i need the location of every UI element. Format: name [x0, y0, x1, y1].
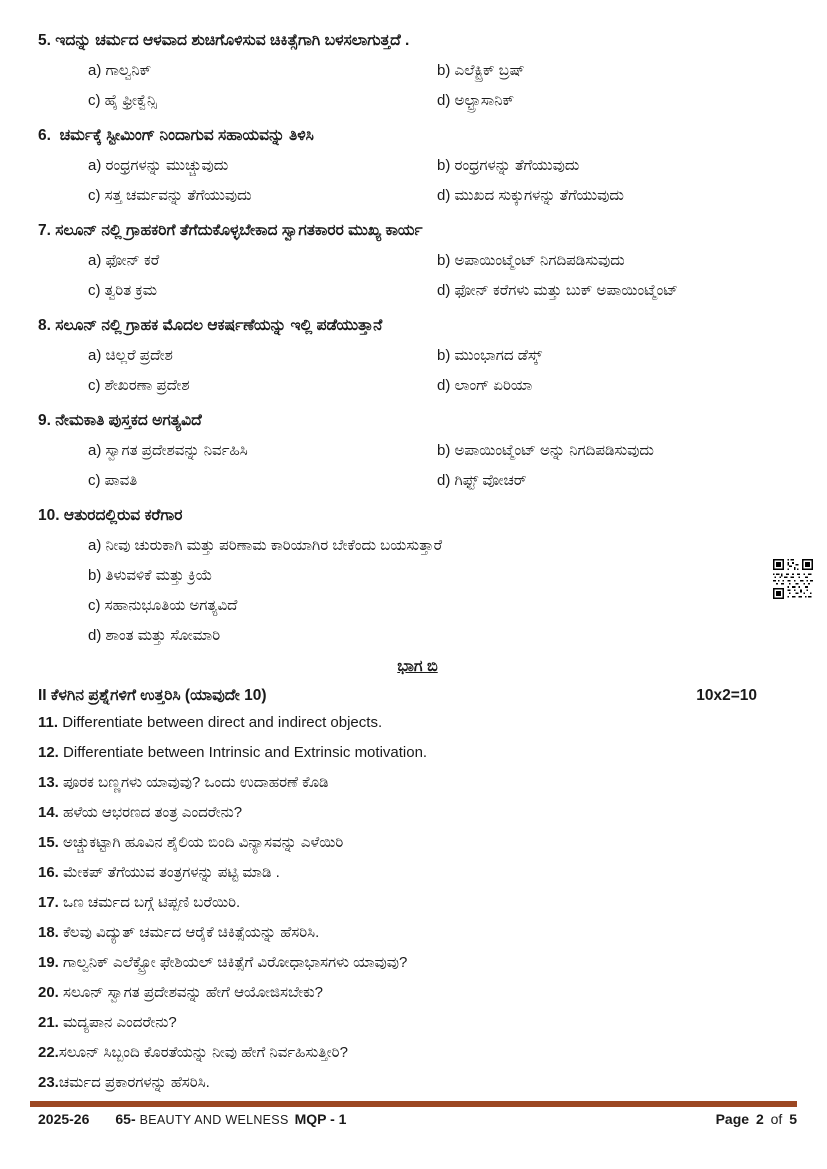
option-b: b) ಮುಂಭಾಗದ ಡೆಸ್ಕ್: [437, 347, 543, 364]
question-23: 23.ಚರ್ಮದ ಪ್ರಕಾರಗಳನ್ನು ಹೆಸರಿಸಿ.: [38, 1074, 210, 1091]
footer-page-total: 5: [789, 1111, 797, 1127]
question-5: [38, 26, 797, 116]
option-c: c) ಹೈ ಫ್ರೀಕ್ವೆನ್ಸಿ: [88, 92, 157, 109]
short-question-list: [38, 708, 797, 1098]
section-2-header: [38, 684, 797, 708]
question-15: 15. ಅಚ್ಚುಕಟ್ಟಾಗಿ ಹೂವಿನ ಶೈಲಿಯ ಬಿಂದಿ ವಿನ್ಯಾಸವನ್ನು ಎಳೆಯಿರಿ: [38, 834, 344, 851]
footer-year: 2025-26: [38, 1111, 90, 1127]
question-6: [38, 121, 797, 211]
options-list: [88, 531, 797, 651]
section-2-instruction: II ಕೆಳಗಿನ ಪ್ರಶ್ನೆಗಳಿಗೆ ಉತ್ತರಿಸಿ (ಯಾವುದೇ 10): [38, 687, 267, 704]
option-b: b) ಅಪಾಯಿಂಟ್ಮೆಂಟ್ ನಿಗದಿಪಡಿಸುವುದು: [437, 252, 625, 269]
question-19: 19. ಗಾಲ್ವನಿಕ್ ಎಲೆಕ್ಟ್ರೋ ಫೇಶಿಯಲ್ ಚಿಕಿತ್ಸೆಗೆ ವಿರೋಧಾಭಾಸಗಳು ಯಾವುವು?: [38, 954, 408, 971]
option-a: a) ಫೋನ್ ಕರೆ: [88, 252, 160, 269]
option-d: d) ಶಾಂತ ಮತ್ತು ಸೋಮಾರಿ: [88, 627, 221, 644]
option-b: b) ಎಲೆಕ್ಟ್ರಿಕ್ ಬ್ರಷ್: [437, 62, 525, 79]
option-c: c) ತ್ವರಿತ ಕ್ರಮ: [88, 282, 157, 299]
question-22: 22.ಸಲೂನ್ ಸಿಬ್ಬಂದಿ ಕೊರತೆಯನ್ನು ನೀವು ಹೇಗೆ ನಿರ್ವಹಿಸುತ್ತೀರಿ?: [38, 1044, 348, 1061]
option-c: c) ಸಹಾನುಭೂತಿಯ ಅಗತ್ಯವಿದೆ: [88, 597, 238, 614]
options-grid: [88, 151, 797, 211]
footer-of-label: of: [770, 1111, 783, 1127]
question-text: 10. ಆತುರದಲ್ಲಿರುವ ಕರೆಗಾರ: [38, 507, 183, 524]
page-footer: [38, 1111, 797, 1127]
question-9: [38, 406, 797, 496]
question-text: 5. ಇದನ್ನು ಚರ್ಮದ ಆಳವಾದ ಶುಚಿಗೊಳಿಸುವ ಚಿಕಿತ್ಸೆಗಾಗಿ ಬಳಸಲಾಗುತ್ತದೆ .: [38, 32, 410, 49]
option-d: d) ಮುಖದ ಸುಕ್ಕುಗಳನ್ನು ತೆಗೆಯುವುದು: [437, 187, 624, 204]
options-grid: [88, 436, 797, 496]
footer-subject-code: 65-: [115, 1111, 136, 1127]
footer-page-indicator: [713, 1111, 797, 1127]
option-a: a) ಗಾಲ್ವನಿಕ್: [88, 62, 152, 79]
question-10: [38, 501, 797, 651]
option-c: c) ಶೇಖರಣಾ ಪ್ರದೇಶ: [88, 377, 190, 394]
option-d: d) ಫೋನ್ ಕರೆಗಳು ಮತ್ತು ಬುಕ್ ಅಪಾಯಿಂಟ್ಮೆಂಟ್: [437, 282, 678, 299]
question-20: 20. ಸಲೂನ್ ಸ್ವಾಗತ ಪ್ರದೇಶವನ್ನು ಹೇಗೆ ಆಯೋಜಿಸಬೇಕು?: [38, 984, 323, 1001]
section-2-marks: 10x2=10: [696, 687, 757, 704]
option-d: d) ಗಿಫ್ಟ್ ವೋಚರ್: [437, 472, 527, 489]
question-21: 21. ಮದ್ಯಪಾನ ಎಂದರೇನು?: [38, 1014, 177, 1031]
footer-rule: [30, 1101, 797, 1107]
option-b: b) ರಂಧ್ರಗಳನ್ನು ತೆಗೆಯುವುದು: [437, 157, 580, 174]
footer-page-label: Page: [715, 1111, 750, 1127]
question-7: [38, 216, 797, 306]
footer-page-number: 2: [755, 1111, 764, 1127]
option-d: d) ಅಲ್ಟ್ರಾಸಾನಿಕ್: [437, 92, 515, 109]
option-b: b) ಅಪಾಯಿಂಟ್ಮೆಂಟ್ ಅನ್ನು ನಿಗದಿಪಡಿಸುವುದು: [437, 442, 654, 459]
option-a: a) ಚಿಲ್ಲರೆ ಪ್ರದೇಶ: [88, 347, 173, 364]
question-17: 17. ಒಣ ಚರ್ಮದ ಬಗ್ಗೆ ಟಿಪ್ಪಣಿ ಬರೆಯಿರಿ.: [38, 894, 241, 911]
option-a: a) ನೀವು ಚುರುಕಾಗಿ ಮತ್ತು ಪರಿಣಾಮ ಕಾರಿಯಾಗಿರ ಬೇಕೆಂದು ಬಯಸುತ್ತಾರೆ: [88, 537, 443, 554]
question-text: 7. ಸಲೂನ್ ನಲ್ಲಿ ಗ್ರಾಹಕರಿಗೆ ತೆಗೆದುಕೊಳ್ಳಬೇಕಾದ ಸ್ವಾಗತಕಾರರ ಮುಖ್ಯ ಕಾರ್ಯ: [38, 222, 423, 239]
option-d: d) ಲಾಂಗ್ ಏರಿಯಾ: [437, 377, 533, 394]
question-16: 16. ಮೇಕಪ್ ತೆಗೆಯುವ ತಂತ್ರಗಳನ್ನು ಪಟ್ಟಿ ಮಾಡಿ .: [38, 864, 280, 881]
question-text: 6. ಚರ್ಮಕ್ಕೆ ಸ್ಟೀಮಿಂಗ್ ನಿಂದಾಗುವ ಸಹಾಯವನ್ನು ತಿಳಿಸಿ: [38, 127, 314, 144]
option-b: b) ತಿಳುವಳಿಕೆ ಮತ್ತು ಕ್ರಿಯೆ: [88, 567, 213, 584]
footer-paper-name: MQP - 1: [294, 1111, 347, 1127]
question-text: 9. ನೇಮಕಾತಿ ಪುಸ್ತಕದ ಅಗತ್ಯವಿದೆ: [38, 412, 202, 429]
question-13: 13. ಪೂರಕ ಬಣ್ಣಗಳು ಯಾವುವು? ಒಂದು ಉದಾಹರಣೆ ಕೊಡಿ: [38, 774, 329, 791]
question-14: 14. ಹಳೆಯ ಆಭರಣದ ತಂತ್ರ ಎಂದರೇನು?: [38, 804, 243, 821]
question-18: 18. ಕೆಲವು ವಿದ್ಯುತ್ ಚರ್ಮದ ಆರೈಕೆ ಚಿಕಿತ್ಸೆಯನ್ನು ಹೆಸರಿಸಿ.: [38, 924, 320, 941]
option-a: a) ರಂಧ್ರಗಳನ್ನು ಮುಚ್ಚುವುದು: [88, 157, 229, 174]
question-11: 11. Differentiate between direct and indirect objects.: [38, 714, 383, 731]
option-a: a) ಸ್ವಾಗತ ಪ್ರದೇಶವನ್ನು ನಿರ್ವಹಿಸಿ: [88, 442, 248, 459]
footer-subject-name: BEAUTY AND WELNESS: [139, 1113, 289, 1127]
option-c: c) ಸತ್ತ ಚರ್ಮವನ್ನು ತೆಗೆಯುವುದು: [88, 187, 252, 204]
option-c: c) ಪಾವತಿ: [88, 472, 138, 489]
question-text: 8. ಸಲೂನ್ ನಲ್ಲಿ ಗ್ರಾಹಕ ಮೊದಲ ಆಕರ್ಷಣೆಯನ್ನು ಇಲ್ಲಿ ಪಡೆಯುತ್ತಾನೆ: [38, 317, 383, 334]
options-grid: [88, 341, 797, 401]
options-grid: [88, 246, 797, 306]
options-grid: [88, 56, 797, 116]
question-12: 12. Differentiate between Intrinsic and Extrinsic motivation.: [38, 744, 428, 761]
qr-code-icon: [773, 558, 813, 600]
part-b-heading: ಭಾಗ ಬಿ: [397, 658, 438, 675]
question-8: [38, 311, 797, 401]
